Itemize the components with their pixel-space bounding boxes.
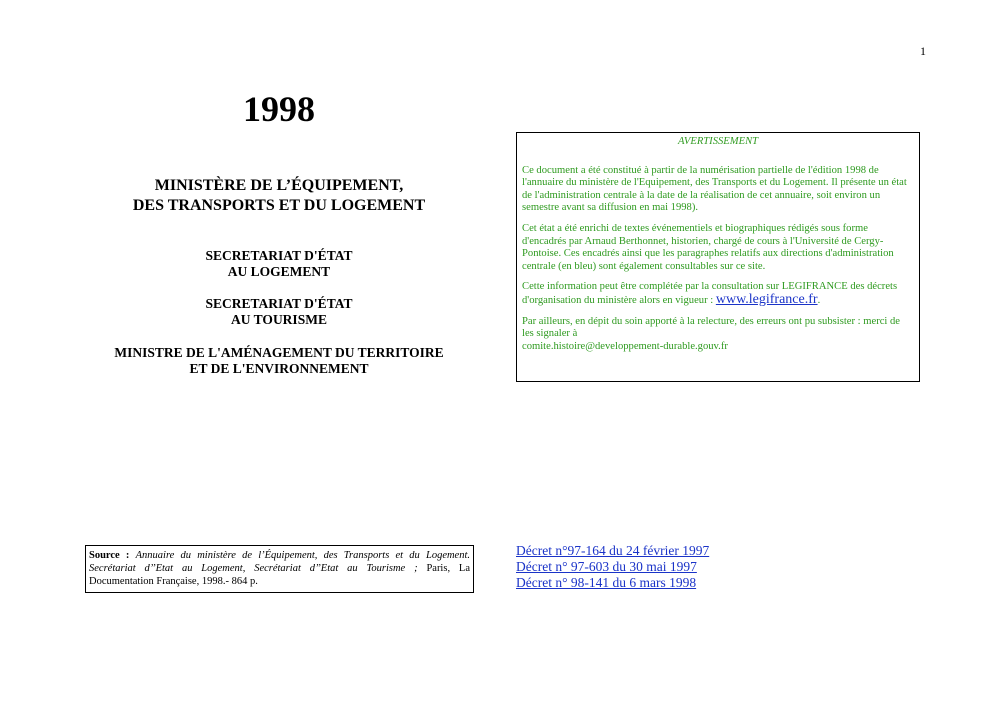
secretariat-tourisme-line2: AU TOURISME xyxy=(231,312,327,327)
legifrance-link[interactable]: www.legifrance.fr xyxy=(715,291,818,307)
ministry-heading xyxy=(100,176,458,216)
source-publisher: Paris, La Documentation Française, 1998.- 864 p. xyxy=(89,563,470,587)
source-box xyxy=(85,545,474,593)
secretariat-logement-line2: AU LOGEMENT xyxy=(227,264,331,279)
warning-box xyxy=(516,132,920,382)
ministry-heading-line2: DES TRANSPORTS ET DU LOGEMENT xyxy=(132,197,426,214)
warning-paragraph-3 xyxy=(522,281,914,307)
warning-paragraph-4 xyxy=(522,316,914,354)
page-number: 1 xyxy=(920,44,926,58)
warning-paragraph-4-text: Par ailleurs, en dépit du soin apporté à la relecture, des erreurs ont pu subsister : merci de les signaler à xyxy=(522,315,901,340)
secretariat-tourisme-line1: SECRETARIAT D'ÉTAT xyxy=(205,296,353,311)
secretariat-logement xyxy=(100,248,458,280)
decree-link-97-603[interactable]: Décret n° 97-603 du 30 mai 1997 xyxy=(516,559,697,574)
source-work: Annuaire du ministère de l’Équipement, des Transports et du Logement. Secrétariat d’’Etat au Logement, Secrétariat d’’Etat au Tourisme ; xyxy=(89,550,471,574)
warning-paragraph-2: Cet état a été enrichi de textes événementiels et biographiques rédigés sous forme d'encadrés par Arnaud Berthonnet, historien, chargé de cours à l'Université de Cergy-Pontoise. Ces encadrés ainsi que les paragraphes relatifs aux directions d'administration centrale (en bleu) sont également consultables sur ce site. xyxy=(522,222,894,272)
secretariat-logement-line1: SECRETARIAT D'ÉTAT xyxy=(205,248,353,263)
decree-link-97-164[interactable]: Décret n°97-164 du 24 février 1997 xyxy=(516,543,710,558)
decree-link-98-141[interactable]: Décret n° 98-141 du 6 mars 1998 xyxy=(516,575,697,590)
warning-title: AVERTISSEMENT xyxy=(677,136,759,147)
warning-paragraph-1: Ce document a été constitué à partir de la numérisation partielle de l'édition 1998 de l'annuaire du ministère de l'Equipement, des Transports et du Logement. Il présente un état de l'administration centrale à la date de la réalisation de cet annuaire, soit environ un semestre avant sa diffusion en mai 1998). xyxy=(522,164,907,214)
ministre-amenagement xyxy=(100,345,458,377)
source-label: Source : xyxy=(89,550,130,561)
warning-paragraph-3-end: . xyxy=(817,294,821,306)
ministre-amenagement-line2: ET DE L'ENVIRONNEMENT xyxy=(189,361,369,376)
secretariat-tourisme xyxy=(100,296,458,328)
warning-paragraph-3-text: Cette information peut être complétée par la consultation sur LEGIFRANCE des décrets d'organisation du ministère alors en vigueur : xyxy=(522,281,898,306)
document-year: 1998 xyxy=(243,89,315,129)
contact-email: comite.histoire@developpement-durable.gouv.fr xyxy=(522,340,728,352)
decree-links xyxy=(516,543,776,591)
ministry-heading-line1: MINISTÈRE DE L’ÉQUIPEMENT, xyxy=(154,177,404,194)
ministre-amenagement-line1: MINISTRE DE L'AMÉNAGEMENT DU TERRITOIRE xyxy=(114,345,444,360)
